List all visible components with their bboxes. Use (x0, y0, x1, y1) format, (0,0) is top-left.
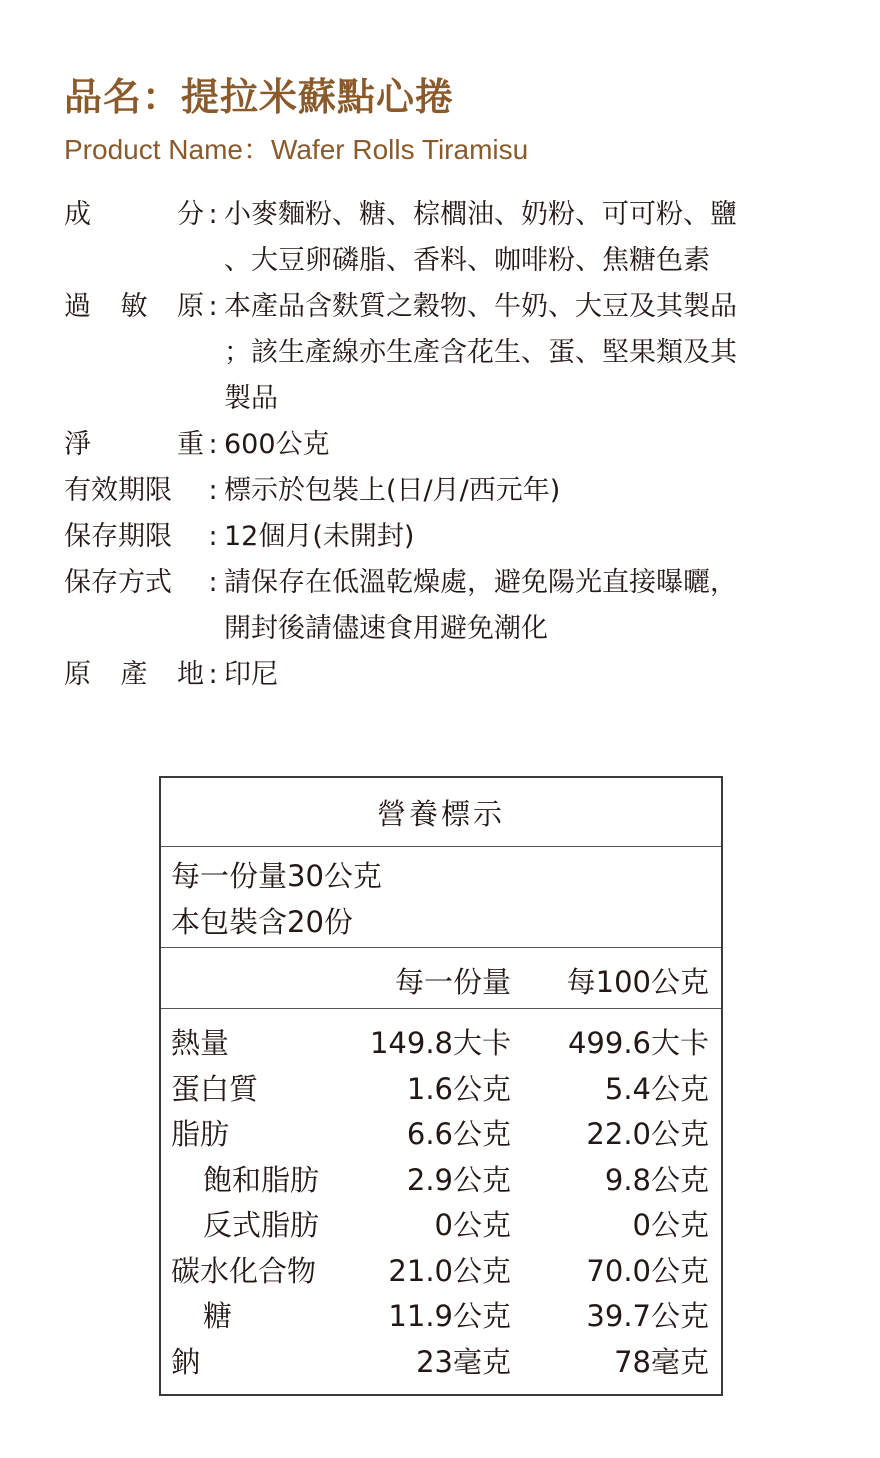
info-label-part: 保存方式 (64, 567, 172, 598)
product-info (64, 192, 844, 698)
info-label (64, 652, 204, 698)
nutrient-name: 熱量 (171, 1026, 230, 1060)
info-value: 本產品含麩質之穀物、牛奶、大豆及其製品 ；該生產線亦生產含花生、蛋、堅果類及其 製品 (224, 291, 737, 414)
info-value: 印尼 (224, 659, 278, 690)
info-label-part: 保存期限 (64, 521, 172, 552)
nutrient-per-100: 5.4公克 (604, 1071, 709, 1106)
nutrient-name: 鈉 (171, 1344, 201, 1379)
info-value: 請保存在低溫乾燥處，避免陽光直接曝曬， 開封後請儘速食用避免潮化 (224, 567, 737, 644)
info-label (64, 560, 204, 652)
info-value: 600公克 (224, 429, 330, 460)
nutrition-row (161, 1249, 721, 1295)
header-per-serving: 每一份量 (394, 965, 511, 999)
info-label (64, 422, 204, 468)
serving-info (161, 847, 721, 948)
header-per-100: 每100公克 (566, 965, 709, 999)
info-row (64, 560, 844, 652)
nutrient-name: 脂肪 (171, 1117, 230, 1151)
nutrient-name: 反式脂肪 (203, 1208, 320, 1242)
serving-size: 每一份量30公克 (171, 859, 382, 893)
nutrition-title: 營養標示 (161, 778, 721, 847)
info-row (64, 284, 844, 422)
nutrition-row (161, 1203, 721, 1249)
nutrient-name: 蛋白質 (171, 1071, 259, 1106)
info-label-part: 原 (64, 659, 91, 690)
info-label-part: 過 (64, 291, 91, 322)
nutrition-row (161, 1067, 721, 1113)
nutrition-row (161, 1021, 721, 1067)
product-name-zh: 品名：提拉米蘇點心捲 (64, 75, 455, 119)
info-label-part: 產 (120, 659, 148, 690)
info-colon: : (208, 659, 218, 690)
info-label-part: 淨 (64, 429, 91, 460)
info-label-part: 敏 (120, 291, 148, 322)
info-label (64, 192, 204, 284)
nutrient-per-100: 70.0公克 (586, 1253, 709, 1288)
info-label (64, 468, 204, 514)
servings-per-pack: 本包裝含20份 (171, 905, 353, 939)
nutrition-row (161, 1112, 721, 1158)
nutrient-per-100: 9.8公克 (604, 1162, 709, 1197)
nutrient-per-serving: 21.0公克 (388, 1253, 511, 1288)
info-row (64, 468, 844, 514)
nutrient-per-100: 499.6大卡 (567, 1026, 709, 1060)
info-label-part: 成 (64, 199, 91, 230)
nutrient-per-serving: 6.6公克 (406, 1117, 511, 1151)
info-colon: : (208, 521, 218, 552)
nutrient-name: 碳水化合物 (171, 1253, 317, 1288)
nutrient-per-serving: 11.9公克 (388, 1299, 511, 1333)
nutrient-per-100: 39.7公克 (586, 1299, 709, 1333)
info-label-part: 地 (177, 659, 204, 690)
nutrition-row (161, 1294, 721, 1340)
nutrient-per-serving: 2.9公克 (406, 1162, 511, 1197)
info-colon: : (208, 429, 218, 460)
info-colon: : (208, 567, 218, 598)
info-label-part: 原 (177, 291, 204, 322)
info-colon: : (208, 291, 218, 322)
info-label-part: 重 (177, 429, 204, 460)
nutrition-row (161, 1158, 721, 1204)
nutrient-per-100: 78毫克 (614, 1344, 709, 1379)
info-value: 標示於包裝上(日/月/西元年) (224, 475, 561, 506)
nutrition-header (161, 948, 721, 1009)
info-row (64, 652, 844, 698)
info-value: 12個月(未開封) (224, 521, 415, 552)
nutrition-table (159, 776, 723, 1396)
nutrition-body (161, 1009, 721, 1385)
nutrient-name: 飽和脂肪 (203, 1162, 320, 1197)
nutrient-per-serving: 0公克 (434, 1208, 511, 1242)
product-name-en: Product Name：Wafer Rolls Tiramisu (64, 134, 529, 165)
nutrient-per-serving: 23毫克 (416, 1344, 511, 1379)
info-row (64, 422, 844, 468)
nutrient-per-serving: 1.6公克 (406, 1071, 511, 1106)
nutrient-per-100: 22.0公克 (586, 1117, 709, 1151)
info-value: 小麥麵粉、糖、棕櫚油、奶粉、可可粉、鹽 、大豆卵磷脂、香料、咖啡粉、焦糖色素 (224, 199, 737, 276)
nutrition-row (161, 1340, 721, 1386)
info-label-part: 有效期限 (64, 475, 172, 506)
nutrient-per-serving: 149.8大卡 (369, 1026, 511, 1060)
info-label-part: 分 (177, 199, 204, 230)
info-row (64, 514, 844, 560)
info-label (64, 514, 204, 560)
info-label (64, 284, 204, 422)
nutrient-name: 糖 (203, 1299, 233, 1333)
info-colon: : (208, 475, 218, 506)
nutrient-per-100: 0公克 (632, 1208, 709, 1242)
info-colon: : (208, 199, 218, 230)
info-row (64, 192, 844, 284)
